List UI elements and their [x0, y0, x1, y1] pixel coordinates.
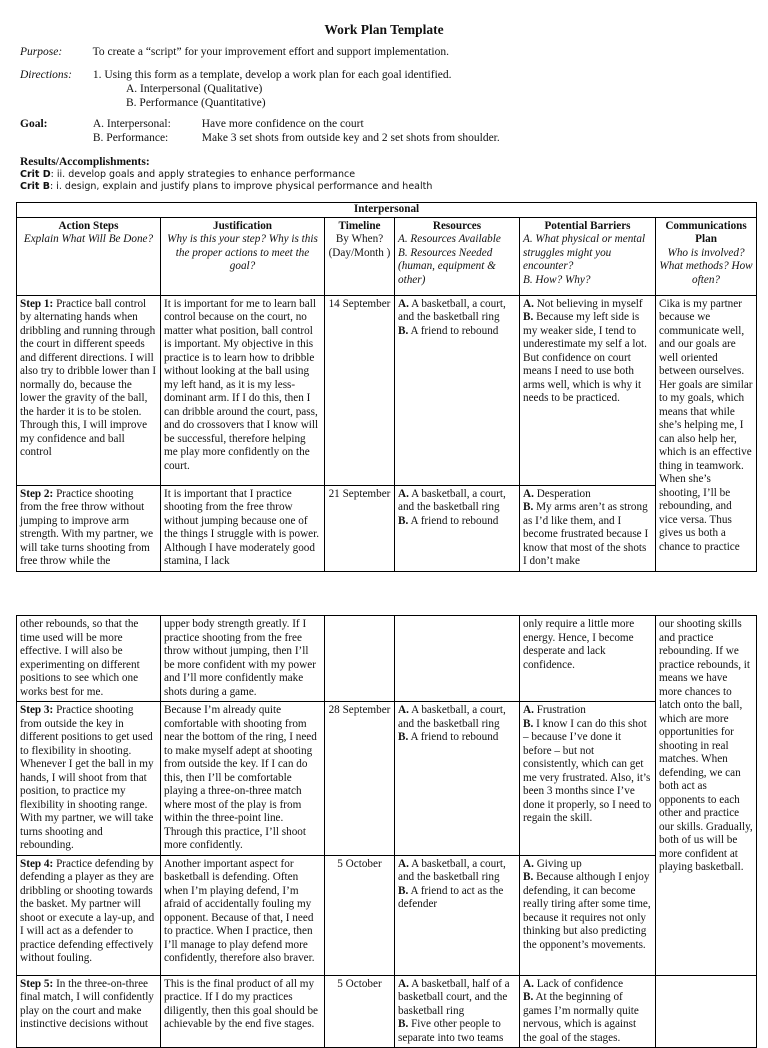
header-bar-b: B. How? Why?	[523, 273, 591, 286]
step3-bar-a: Frustration	[536, 704, 586, 716]
step3-res-b: A friend to rebound	[410, 731, 499, 743]
step4-barriers: A. Giving up B. Because although I enjoy defending, it can become really tiring after some time, because it requires not only thinking but also predicting the opponent’s movements.	[520, 855, 656, 975]
step3-timeline: 28 September	[325, 702, 395, 856]
header-comm-sub: Who is involved? What methods? How often?	[659, 246, 753, 286]
header-res-b: B. Resources Needed (human, equipment & other)	[398, 246, 496, 286]
step4-action	[17, 855, 161, 975]
header-bar-a: A. What physical or mental struggles might you encounter?	[523, 233, 646, 272]
crit-b-text: : i. design, explain and justify plans to improve physical performance and health	[50, 181, 433, 192]
step2-bar-b: My arms aren’t as strong as I’d like them, and I become frustrated because I know that most of the shots I don’t make	[523, 501, 649, 567]
purpose-label: Purpose:	[20, 46, 63, 58]
step3-action-text: Practice shooting from outside the key in different positions to get used to flexibility in shooting. Whenever I get the ball in my hands, I will shoot from that position, to practice my flexibility in shooting range. With my partner, we will take turns shooting and rebounding.	[20, 704, 154, 851]
step1-label: Step 1:	[20, 297, 54, 310]
step1-bar-a: Not believing in myself	[536, 297, 643, 310]
step1-res-b: A friend to rebound	[410, 324, 499, 337]
step2-res-a: A basketball, a court, and the basketball ring	[398, 487, 506, 513]
step2-resources: A. A basketball, a court, and the basketball ring B. A friend to rebound	[395, 485, 520, 571]
directions-item-b: B. Performance (Quantitative)	[126, 97, 266, 109]
document-title: Work Plan Template	[324, 22, 444, 37]
crit-b-label: Crit B	[20, 181, 51, 192]
header-timeline	[325, 217, 395, 295]
step5-bar-b: At the beginning of games I’m normally quite nervous, which is against the goal of the stages.	[523, 991, 639, 1044]
table-row-step2-cont	[17, 616, 757, 702]
step1-action-text: Practice ball control by alternating hands when dribbling and running through the court in different speeds and different directions. I will also try to dribble lower than I normally do, because the lower the gravity of the ball, the harder it is to be stolen. Through this, I will improve my confidence and ball control	[20, 297, 157, 458]
goal-a-label: A. Interpersonal:	[92, 118, 171, 130]
purpose-row	[20, 45, 750, 59]
step2-action-text: Practice shooting from the free throw without jumping to improve arm strength. With my partner, we will take turns shooting from free throw while the	[20, 487, 154, 567]
step4-bar-a: Giving up	[536, 857, 582, 870]
step4-bar-b: Because although I enjoy defending, it can become really tiring after some time, because it requires not only thinking but also predicting the opponent’s movements.	[523, 871, 651, 951]
step3-bar-b: I know I can do this shot – because I’ve done it before – but not consistently, which can get me very frustrated. Also, it’s been 3 months since I’ve done it properly, so I need to regain the skill.	[523, 717, 652, 824]
step3-justification: Because I’m already quite comfortable with shooting from near the bottom of the ring, I need to make myself adept at shooting from outside the key. If I can do this, then I’ll be comfortable playing a three-on-three match where most of the play is from within the three-point line. Through this practice, I’ll shoot more confidently.	[161, 702, 325, 856]
step2-label: Step 2:	[20, 487, 54, 500]
crit-d-text: : ii. develop goals and apply strategies to enhance performance	[50, 169, 356, 180]
header-resources	[395, 217, 520, 295]
step1-res-a: A basketball, a court, and the basketball ring	[398, 297, 506, 323]
directions-block	[20, 68, 750, 110]
step3-barriers: A. Frustration B. I know I can do this shot – because I’ve done it before – but not consistently, which can get me very frustrated. Also, it’s been 3 months since I’ve done it properly, so I need to regain the skill.	[520, 702, 656, 856]
step3-res-a: A basketball, a court, and the basketball ring	[398, 704, 506, 730]
header-time-title: Timeline	[338, 219, 381, 232]
directions-label: Directions:	[20, 69, 72, 81]
table-row-step5	[17, 975, 757, 1048]
header-res-a: A. Resources Available	[398, 233, 501, 245]
work-plan-table-part1	[16, 202, 757, 572]
goal-b-text: Make 3 set shots from outside key and 2 set shots from shoulder.	[201, 132, 500, 144]
section-label: Interpersonal	[17, 203, 757, 218]
communications-plan-part1: Cika is my partner because we communicate well, and our goals are well oriented between ourselves. Her goals are similar to my goals, which means that while she’s helping me, I can also help her, which is an effective thing in teamwork. When she’s shooting, I’ll be rebounding, and vice versa. Thus gives us both a chance to practice	[656, 295, 757, 571]
crit-d-line	[20, 169, 750, 181]
communications-plan-part2: our shooting skills and practice rebounding. If we practice rebounds, it means we have more chances to latch onto the ball, which are more opportunities for shooting in real matches. When defending, we can both act as opponents to each other and practice our skills. Gradually, both of us will be more confident at playing basketball.	[656, 616, 757, 976]
step5-action	[17, 975, 161, 1048]
directions-item-a: A. Interpersonal (Qualitative)	[126, 83, 263, 95]
step5-barriers: A. Lack of confidence B. At the beginning of games I’m normally quite nervous, which is against the goal of the stages.	[520, 975, 656, 1048]
purpose-text: To create a “script” for your improvement effort and support implementation.	[92, 46, 449, 58]
goal-label: Goal:	[20, 118, 48, 130]
step2-justification: It is important that I practice shooting from the free throw without jumping because one of the things I struggle with is power. Although I have moderately good stamina, I lack	[161, 485, 325, 571]
header-action-steps	[17, 217, 161, 295]
header-action-sub: Explain What Will Be Done?	[23, 233, 154, 245]
goal-block	[20, 117, 750, 145]
goal-b-label: B. Performance:	[92, 132, 169, 144]
step1-bar-b: Because my left side is my weaker side, I tend to underestimate my self a lot. But confidence on court means I need to use both arms well, which is why it needs to be practiced.	[523, 311, 647, 404]
directions-line1: 1. Using this form as a template, develop a work plan for each goal identified.	[92, 69, 452, 81]
step4-resources: A. A basketball, a court, and the basketball ring B. A friend to act as the defender	[395, 855, 520, 975]
header-just-sub: Why is this your step? Why is this the proper actions to meet the goal?	[167, 233, 318, 272]
table-row-step4	[17, 855, 757, 975]
step2-res-b: A friend to rebound	[410, 514, 499, 527]
step2-barriers: A. Desperation B. My arms aren’t as strong as I’d like them, and I become frustrated because I know that most of the shots I don’t make	[520, 485, 656, 571]
step5-justification: This is the final product of all my practice. If I do my practices diligently, then this goal should be achievable by the end five stages.	[161, 975, 325, 1048]
results-block	[20, 155, 750, 193]
step4-action-text: Practice defending by defending a player as they are dribbling or shooting towards the basket. My partner will shoot or execute a lay-up, and I will act as a defender to practice defending effectively without fouling.	[20, 857, 155, 964]
header-barriers	[520, 217, 656, 295]
table-row-step3	[17, 702, 757, 856]
work-plan-table-part2	[16, 615, 757, 1048]
step2-barriers-cont: only require a little more energy. Hence, I become desperate and lack confidence.	[520, 616, 656, 702]
step2-resources-cont	[395, 616, 520, 702]
crit-d-label: Crit D	[20, 169, 51, 180]
step1-action	[17, 295, 161, 485]
step5-bar-a: Lack of confidence	[536, 977, 624, 990]
step2-timeline: 21 September	[325, 485, 395, 571]
step4-res-b: A friend to act as the defender	[398, 884, 504, 910]
table-row-step2	[17, 485, 757, 571]
step5-res-a: A basketball, half of a basketball court, and the basketball ring	[398, 977, 510, 1017]
step5-res-b: Five other people to separate into two teams	[398, 1018, 504, 1044]
step3-action	[17, 702, 161, 856]
step2-justification-cont: upper body strength greatly. If I practice shooting from the free throw without jumping, then I’ll be more confident with my power and I’ll more confidently make shots during a game.	[161, 616, 325, 702]
step1-resources: A. A basketball, a court, and the basketball ring B. A friend to rebound	[395, 295, 520, 485]
step4-label: Step 4:	[20, 857, 54, 870]
crit-b-line	[20, 181, 750, 193]
step5-resources: A. A basketball, half of a basketball court, and the basketball ring B. Five other people to separate into two teams	[395, 975, 520, 1048]
step5-label: Step 5:	[20, 977, 54, 990]
header-res-title: Resources	[432, 219, 482, 232]
table-row-step1	[17, 295, 757, 485]
step5-timeline: 5 October	[325, 975, 395, 1048]
step2-action-cont: other rebounds, so that the time used will be more effective. I will also be experimenting on different positions to see which one works best for me.	[17, 616, 161, 702]
step2-timeline-cont	[325, 616, 395, 702]
step1-barriers: A. Not believing in myself B. Because my left side is my weaker side, I tend to underestimate my self a lot. But confidence on court means I need to use both arms well, which is why it needs to be practiced.	[520, 295, 656, 485]
step5-communications	[656, 975, 757, 1048]
header-communications	[656, 217, 757, 295]
header-action-title: Action Steps	[58, 219, 119, 232]
step1-justification: It is important for me to learn ball control because on the court, no matter what position, ball control is important. My objective in this practice is to learn how to dribble without looking at the ball using my left hand, as it is my less-dominant arm. If I do this, then I can dribble around the court, pass, and do crossovers that I know will be successful, therefore helping me play more confidently on the court.	[161, 295, 325, 485]
header-row	[17, 217, 757, 295]
step3-resources: A. A basketball, a court, and the basketball ring B. A friend to rebound	[395, 702, 520, 856]
step4-res-a: A basketball, a court, and the basketball ring	[398, 857, 506, 883]
header-comm-title: Communications Plan	[665, 219, 747, 245]
header-bar-title: Potential Barriers	[544, 219, 631, 232]
step5-action-text: In the three-on-three final match, I will confidently play on the court and make instinctive decisions without	[20, 977, 154, 1030]
header-justification	[161, 217, 325, 295]
step2-bar-a: Desperation	[536, 487, 591, 500]
results-heading: Results/Accomplishments:	[20, 156, 150, 168]
step3-label: Step 3:	[20, 704, 54, 716]
header-just-title: Justification	[212, 219, 273, 232]
step2-action	[17, 485, 161, 571]
step4-timeline: 5 October	[325, 855, 395, 975]
step4-justification: Another important aspect for basketball is defending. Often when I’m playing defend, I’m afraid of accidentally fouling my opponent. Because of that, I need to practice. When I practice, then I’ll manage to play defend more confidently, therefore also braver.	[161, 855, 325, 975]
header-time-sub: By When? (Day/Month )	[328, 233, 391, 259]
goal-a-text: Have more confidence on the court	[201, 118, 364, 130]
step1-timeline: 14 September	[325, 295, 395, 485]
